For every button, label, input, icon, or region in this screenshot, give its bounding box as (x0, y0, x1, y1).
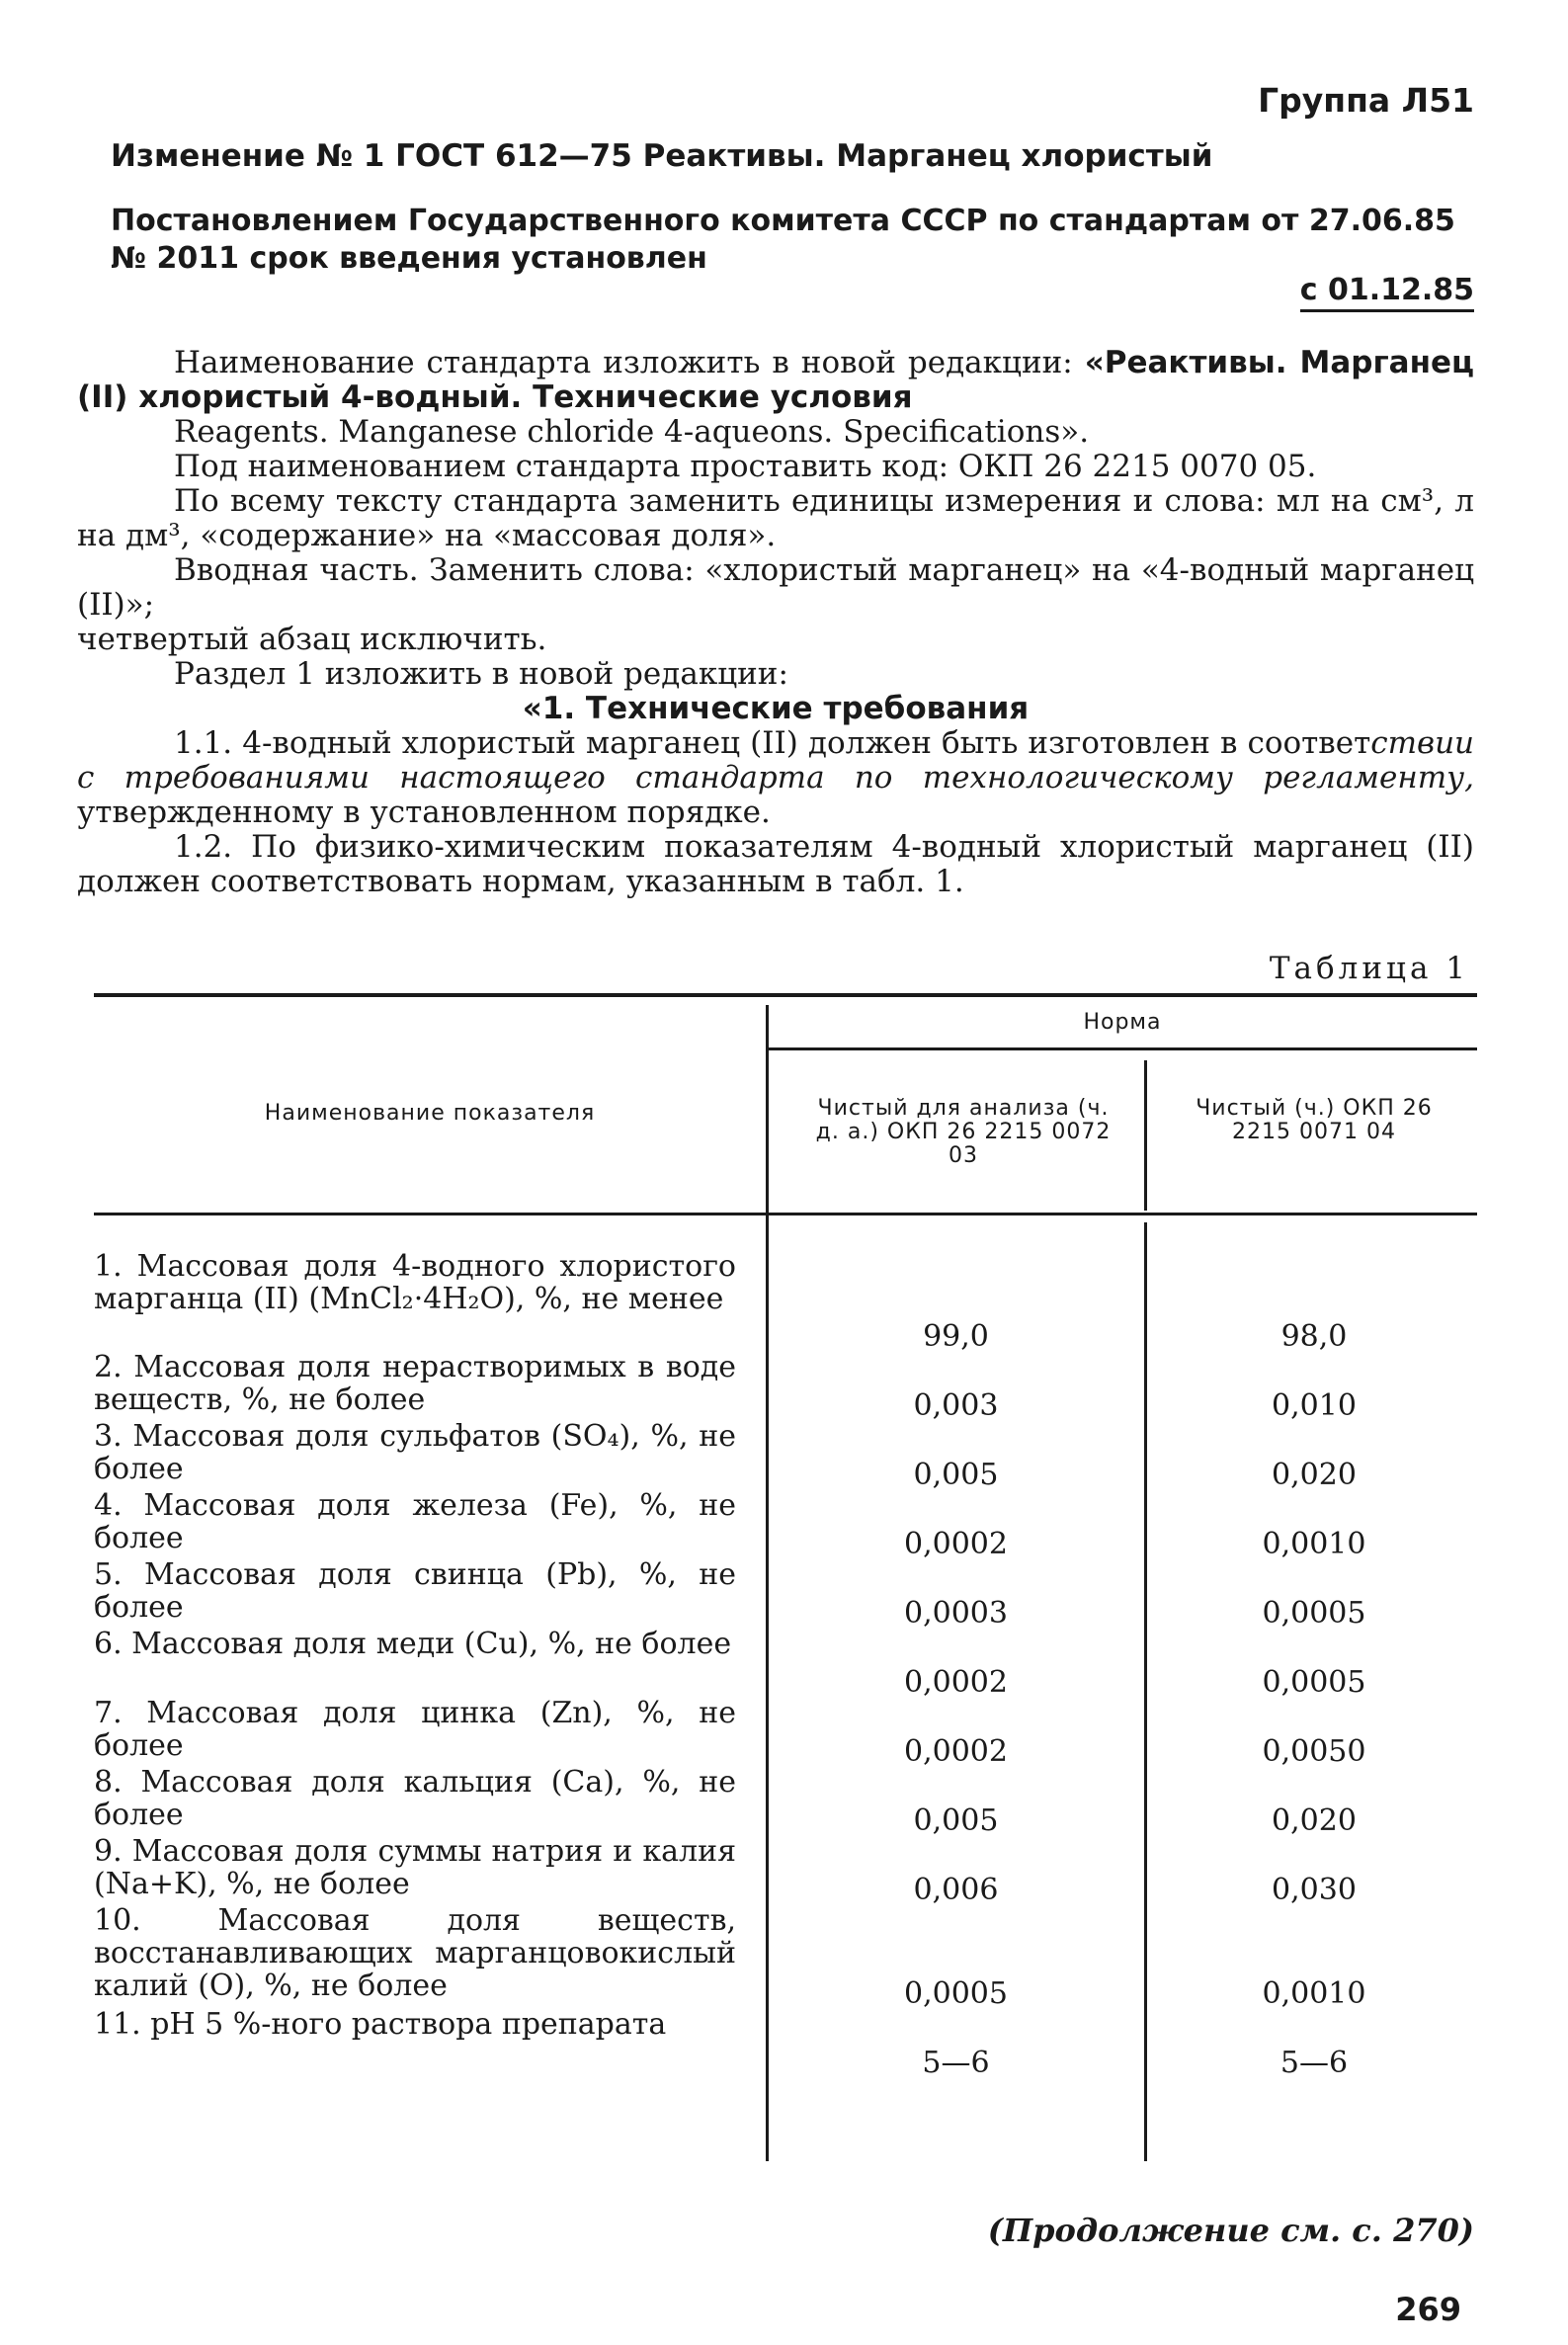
paragraph-1 (77, 346, 1474, 415)
table-cell-b: 98,0 (1280, 1319, 1348, 1354)
col-header-pure: Чистый (ч.) ОКП 26 2215 0071 04 (1196, 1096, 1433, 1144)
table-cell-b: 0,030 (1272, 1873, 1357, 1907)
table-label: Таблица 1 (1269, 951, 1469, 986)
table-cell-b: 0,0050 (1262, 1734, 1366, 1769)
table-row-name: 3. Массовая доля сульфатов (SO₄), %, не более (94, 1419, 736, 1486)
paragraph-1-text: Наименование стандарта изложить в новой редакции: (174, 345, 1085, 380)
table-cell-a: 0,0002 (904, 1665, 1008, 1700)
table-row-name: 6. Массовая доля меди (Cu), %, не более (94, 1627, 732, 1661)
group-code: Группа Л51 (1258, 81, 1474, 120)
table-cell-a: 0,003 (913, 1388, 999, 1423)
table-row-name: 9. Массовая доля суммы натрия и калия (Na+K), %, не более (94, 1834, 736, 1901)
table-cell-b: 5—6 (1279, 2046, 1349, 2080)
table-cell-b: 0,0010 (1262, 1976, 1366, 2011)
table-row-name: 2. Массовая доля нерастворимых в воде веществ, %, не более (94, 1350, 736, 1417)
norms-table (94, 993, 1477, 2169)
table-cell-a: 0,0002 (904, 1734, 1008, 1769)
table-top-rule (94, 993, 1477, 997)
effective-date: с 01.12.85 (1300, 273, 1474, 312)
decree-text: Постановлением Государственного комитета СССР по стандартам от 27.06.85 № 2011 срок введения установлен (111, 204, 1455, 276)
col-header-pure-analysis: Чистый для анализа (ч. д. а.) ОКП 26 2215 0072 03 (815, 1096, 1112, 1168)
paragraph-8-c: утвержденному в установленном порядке. (77, 795, 771, 830)
table-row-name: 5. Массовая доля свинца (Pb), %, не более (94, 1557, 736, 1625)
paragraph-2: Reagents. Manganese chloride 4-aqueons. Specifications». (174, 414, 1090, 450)
table-cell-a: 0,006 (913, 1873, 999, 1907)
table-cell-a: 0,0002 (904, 1527, 1008, 1561)
paragraph-6: четвертый абзац исключить. (77, 622, 547, 657)
paragraph-8-b: ствии с требованиями настоящего стандарта по технологическому регламенту, (77, 725, 1474, 796)
table-cell-a: 99,0 (923, 1319, 989, 1354)
paragraph-7: Раздел 1 изложить в новой редакции: (174, 656, 788, 692)
section-heading-text: «1. Технические требования (522, 691, 1030, 726)
table-cell-a: 0,005 (913, 1803, 999, 1838)
col-header-norm: Норма (1083, 1010, 1162, 1035)
paragraph-1-bold: «Реактивы. Марганец (II) хлористый 4-водный. Технические условия (77, 345, 1474, 415)
table-divider-2-body (1144, 1222, 1147, 2161)
table-cell-b: 0,020 (1272, 1458, 1357, 1492)
table-cell-b: 0,0005 (1262, 1665, 1366, 1700)
amendment-title: Изменение № 1 ГОСТ 612—75 Реактивы. Марганец хлористый (111, 138, 1213, 174)
paragraph-3: Под наименованием стандарта проставить код: ОКП 26 2215 0070 05. (174, 449, 1317, 484)
table-row-name: 8. Массовая доля кальция (Ca), %, не более (94, 1765, 736, 1832)
table-cell-b: 0,0005 (1262, 1596, 1366, 1631)
table-row-name: 4. Массовая доля железа (Fe), %, не более (94, 1488, 736, 1555)
table-cell-a: 0,0003 (904, 1596, 1008, 1631)
table-cell-a: 0,0005 (904, 1976, 1008, 2011)
paragraph-9: 1.2. По физико-химическим показателям 4-водный хлористый марганец (II) должен соответствовать нормам, указанным в табл. 1. (77, 829, 1474, 899)
table-row-name: 11. pH 5 %-ного раствора препарата (94, 2007, 667, 2042)
header-bottom-rule (94, 1213, 1477, 1215)
table-cell-b: 0,020 (1272, 1803, 1357, 1838)
table-cell-b: 0,0010 (1262, 1527, 1366, 1561)
col-header-name: Наименование показателя (264, 1101, 596, 1126)
table-cell-a: 0,005 (913, 1458, 999, 1492)
paragraph-4: По всему тексту стандарта заменить единицы измерения и слова: мл на см³, л на дм³, «содержание» на «массовая доля». (77, 483, 1474, 553)
paragraph-5: Вводная часть. Заменить слова: «хлористый марганец» на «4-водный марганец (II)»; (77, 552, 1474, 623)
table-row-name: 7. Массовая доля цинка (Zn), %, не более (94, 1696, 736, 1763)
table-divider-1 (766, 1005, 769, 2161)
continuation-note: (Продолжение см. с. 270) (987, 2212, 1474, 2249)
table-cell-b: 0,010 (1272, 1388, 1357, 1423)
section-heading (77, 692, 1474, 726)
page-number: 269 (1395, 2291, 1461, 2328)
table-divider-2 (1144, 1060, 1147, 1211)
paragraph-8-a: 1.1. 4-водный хлористый марганец (II) должен быть изготовлен в соответ (174, 725, 1371, 761)
table-row-name: 10. Массовая доля веществ, восстанавливающих марганцовокислый калий (O), %, не более (94, 1903, 736, 2003)
body-text (77, 346, 1474, 899)
table-row-name: 1. Массовая доля 4-водного хлористого марганца (II) (MnCl₂·4H₂O), %, не менее (94, 1249, 736, 1316)
table-cell-a: 5—6 (922, 2046, 990, 2080)
norm-rule (768, 1047, 1477, 1050)
paragraph-8 (77, 726, 1474, 830)
